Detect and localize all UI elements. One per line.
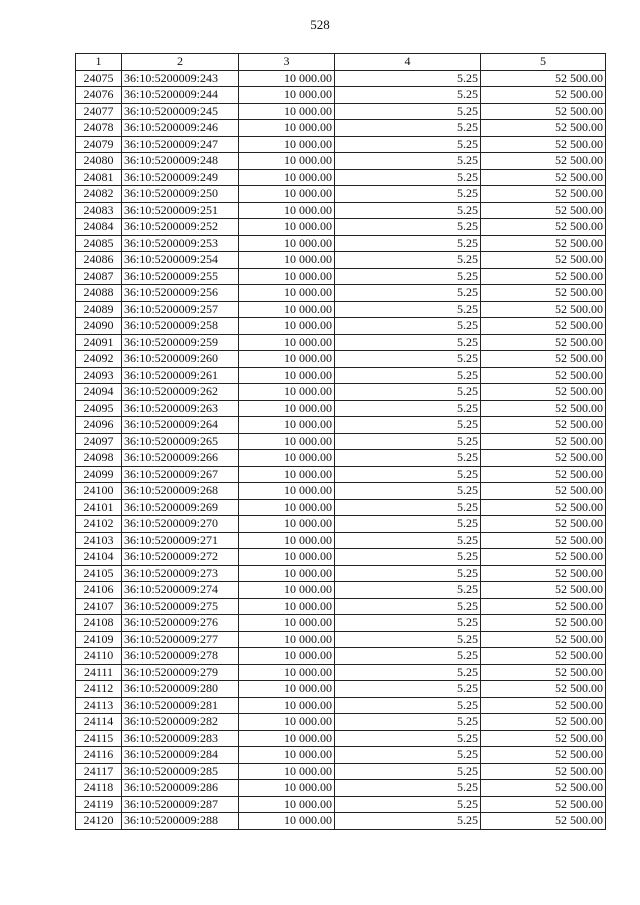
row-number-cell: 24083 <box>76 202 122 219</box>
value-cell: 52 500.00 <box>481 351 606 368</box>
area-cell: 10 000.00 <box>239 450 335 467</box>
cadastral-number-cell: 36:10:5200009:284 <box>122 747 239 764</box>
cadastral-number-cell: 36:10:5200009:287 <box>122 796 239 813</box>
page-number: 528 <box>310 17 330 32</box>
cadastral-number-cell: 36:10:5200009:265 <box>122 433 239 450</box>
value-cell: 52 500.00 <box>481 318 606 335</box>
row-number-cell: 24082 <box>76 186 122 203</box>
rate-cell: 5.25 <box>335 516 481 533</box>
cadastral-number-cell: 36:10:5200009:255 <box>122 268 239 285</box>
area-cell: 10 000.00 <box>239 796 335 813</box>
rate-cell: 5.25 <box>335 268 481 285</box>
value-cell: 52 500.00 <box>481 136 606 153</box>
cadastral-number-cell: 36:10:5200009:258 <box>122 318 239 335</box>
area-cell: 10 000.00 <box>239 219 335 236</box>
value-cell: 52 500.00 <box>481 813 606 830</box>
area-cell: 10 000.00 <box>239 318 335 335</box>
table-row <box>76 268 606 285</box>
value-cell: 52 500.00 <box>481 730 606 747</box>
row-number-cell: 24107 <box>76 598 122 615</box>
cadastral-number-cell: 36:10:5200009:276 <box>122 615 239 632</box>
row-number-cell: 24114 <box>76 714 122 731</box>
area-cell: 10 000.00 <box>239 813 335 830</box>
rate-cell: 5.25 <box>335 285 481 302</box>
table-row <box>76 202 606 219</box>
table-row <box>76 417 606 434</box>
row-number-cell: 24101 <box>76 499 122 516</box>
table-row <box>76 483 606 500</box>
cadastral-number-cell: 36:10:5200009:252 <box>122 219 239 236</box>
rate-cell: 5.25 <box>335 499 481 516</box>
rate-cell: 5.25 <box>335 202 481 219</box>
rate-cell: 5.25 <box>335 351 481 368</box>
area-cell: 10 000.00 <box>239 598 335 615</box>
value-cell: 52 500.00 <box>481 219 606 236</box>
area-cell: 10 000.00 <box>239 169 335 186</box>
cadastral-number-cell: 36:10:5200009:285 <box>122 763 239 780</box>
table-row <box>76 433 606 450</box>
table-row <box>76 664 606 681</box>
row-number-cell: 24103 <box>76 532 122 549</box>
rate-cell: 5.25 <box>335 664 481 681</box>
row-number-cell: 24075 <box>76 70 122 87</box>
value-cell: 52 500.00 <box>481 87 606 104</box>
table-row <box>76 648 606 665</box>
area-cell: 10 000.00 <box>239 615 335 632</box>
row-number-cell: 24080 <box>76 153 122 170</box>
rate-cell: 5.25 <box>335 186 481 203</box>
value-cell: 52 500.00 <box>481 697 606 714</box>
value-cell: 52 500.00 <box>481 367 606 384</box>
column-header-3: 3 <box>239 54 335 71</box>
value-cell: 52 500.00 <box>481 648 606 665</box>
row-number-cell: 24096 <box>76 417 122 434</box>
cadastral-number-cell: 36:10:5200009:273 <box>122 565 239 582</box>
area-cell: 10 000.00 <box>239 648 335 665</box>
table-row <box>76 780 606 797</box>
value-cell: 52 500.00 <box>481 252 606 269</box>
rate-cell: 5.25 <box>335 483 481 500</box>
row-number-cell: 24099 <box>76 466 122 483</box>
cadastral-number-cell: 36:10:5200009:278 <box>122 648 239 665</box>
area-cell: 10 000.00 <box>239 433 335 450</box>
value-cell: 52 500.00 <box>481 120 606 137</box>
table-row <box>76 400 606 417</box>
row-number-cell: 24105 <box>76 565 122 582</box>
cadastral-number-cell: 36:10:5200009:248 <box>122 153 239 170</box>
row-number-cell: 24118 <box>76 780 122 797</box>
row-number-cell: 24104 <box>76 549 122 566</box>
area-cell: 10 000.00 <box>239 153 335 170</box>
area-cell: 10 000.00 <box>239 103 335 120</box>
rate-cell: 5.25 <box>335 648 481 665</box>
area-cell: 10 000.00 <box>239 186 335 203</box>
value-cell: 52 500.00 <box>481 268 606 285</box>
area-cell: 10 000.00 <box>239 351 335 368</box>
cadastral-number-cell: 36:10:5200009:264 <box>122 417 239 434</box>
cadastral-number-cell: 36:10:5200009:251 <box>122 202 239 219</box>
row-number-cell: 24086 <box>76 252 122 269</box>
table-row <box>76 796 606 813</box>
rate-cell: 5.25 <box>335 730 481 747</box>
value-cell: 52 500.00 <box>481 186 606 203</box>
value-cell: 52 500.00 <box>481 433 606 450</box>
row-number-cell: 24109 <box>76 631 122 648</box>
row-number-cell: 24100 <box>76 483 122 500</box>
rate-cell: 5.25 <box>335 87 481 104</box>
value-cell: 52 500.00 <box>481 714 606 731</box>
value-cell: 52 500.00 <box>481 532 606 549</box>
cadastral-number-cell: 36:10:5200009:282 <box>122 714 239 731</box>
rate-cell: 5.25 <box>335 433 481 450</box>
area-cell: 10 000.00 <box>239 499 335 516</box>
rate-cell: 5.25 <box>335 763 481 780</box>
value-cell: 52 500.00 <box>481 450 606 467</box>
table-row <box>76 532 606 549</box>
row-number-cell: 24110 <box>76 648 122 665</box>
table-row <box>76 87 606 104</box>
cadastral-number-cell: 36:10:5200009:263 <box>122 400 239 417</box>
value-cell: 52 500.00 <box>481 565 606 582</box>
table-row <box>76 697 606 714</box>
area-cell: 10 000.00 <box>239 730 335 747</box>
value-cell: 52 500.00 <box>481 384 606 401</box>
rate-cell: 5.25 <box>335 598 481 615</box>
cadastral-number-cell: 36:10:5200009:250 <box>122 186 239 203</box>
rate-cell: 5.25 <box>335 549 481 566</box>
area-cell: 10 000.00 <box>239 301 335 318</box>
table-row <box>76 219 606 236</box>
table-row <box>76 186 606 203</box>
table-row <box>76 235 606 252</box>
table-row <box>76 582 606 599</box>
rate-cell: 5.25 <box>335 252 481 269</box>
rate-cell: 5.25 <box>335 70 481 87</box>
table-row <box>76 516 606 533</box>
table-row <box>76 450 606 467</box>
table-row <box>76 813 606 830</box>
rate-cell: 5.25 <box>335 235 481 252</box>
value-cell: 52 500.00 <box>481 763 606 780</box>
area-cell: 10 000.00 <box>239 549 335 566</box>
value-cell: 52 500.00 <box>481 285 606 302</box>
area-cell: 10 000.00 <box>239 87 335 104</box>
row-number-cell: 24120 <box>76 813 122 830</box>
rate-cell: 5.25 <box>335 565 481 582</box>
area-cell: 10 000.00 <box>239 285 335 302</box>
area-cell: 10 000.00 <box>239 400 335 417</box>
row-number-cell: 24091 <box>76 334 122 351</box>
area-cell: 10 000.00 <box>239 697 335 714</box>
table-row <box>76 334 606 351</box>
value-cell: 52 500.00 <box>481 400 606 417</box>
table-header <box>76 54 606 71</box>
value-cell: 52 500.00 <box>481 334 606 351</box>
rate-cell: 5.25 <box>335 582 481 599</box>
value-cell: 52 500.00 <box>481 664 606 681</box>
value-cell: 52 500.00 <box>481 202 606 219</box>
cadastral-number-cell: 36:10:5200009:271 <box>122 532 239 549</box>
value-cell: 52 500.00 <box>481 235 606 252</box>
row-number-cell: 24076 <box>76 87 122 104</box>
row-number-cell: 24112 <box>76 681 122 698</box>
cadastral-number-cell: 36:10:5200009:260 <box>122 351 239 368</box>
area-cell: 10 000.00 <box>239 367 335 384</box>
table-row <box>76 747 606 764</box>
row-number-cell: 24115 <box>76 730 122 747</box>
rate-cell: 5.25 <box>335 169 481 186</box>
area-cell: 10 000.00 <box>239 384 335 401</box>
cadastral-number-cell: 36:10:5200009:266 <box>122 450 239 467</box>
rate-cell: 5.25 <box>335 780 481 797</box>
value-cell: 52 500.00 <box>481 466 606 483</box>
rate-cell: 5.25 <box>335 450 481 467</box>
cadastral-number-cell: 36:10:5200009:261 <box>122 367 239 384</box>
rate-cell: 5.25 <box>335 417 481 434</box>
rate-cell: 5.25 <box>335 466 481 483</box>
row-number-cell: 24092 <box>76 351 122 368</box>
value-cell: 52 500.00 <box>481 780 606 797</box>
cadastral-number-cell: 36:10:5200009:283 <box>122 730 239 747</box>
rate-cell: 5.25 <box>335 813 481 830</box>
row-number-cell: 24117 <box>76 763 122 780</box>
cadastral-number-cell: 36:10:5200009:249 <box>122 169 239 186</box>
row-number-cell: 24078 <box>76 120 122 137</box>
table-row <box>76 252 606 269</box>
row-number-cell: 24081 <box>76 169 122 186</box>
area-cell: 10 000.00 <box>239 747 335 764</box>
rate-cell: 5.25 <box>335 120 481 137</box>
area-cell: 10 000.00 <box>239 268 335 285</box>
cadastral-number-cell: 36:10:5200009:288 <box>122 813 239 830</box>
value-cell: 52 500.00 <box>481 417 606 434</box>
table-row <box>76 318 606 335</box>
cadastral-number-cell: 36:10:5200009:254 <box>122 252 239 269</box>
rate-cell: 5.25 <box>335 103 481 120</box>
row-number-cell: 24087 <box>76 268 122 285</box>
value-cell: 52 500.00 <box>481 796 606 813</box>
row-number-cell: 24090 <box>76 318 122 335</box>
table-row <box>76 549 606 566</box>
row-number-cell: 24113 <box>76 697 122 714</box>
value-cell: 52 500.00 <box>481 103 606 120</box>
table-row <box>76 565 606 582</box>
area-cell: 10 000.00 <box>239 664 335 681</box>
rate-cell: 5.25 <box>335 301 481 318</box>
area-cell: 10 000.00 <box>239 565 335 582</box>
table-row <box>76 499 606 516</box>
table-row <box>76 384 606 401</box>
rate-cell: 5.25 <box>335 318 481 335</box>
rate-cell: 5.25 <box>335 714 481 731</box>
value-cell: 52 500.00 <box>481 483 606 500</box>
table-row <box>76 598 606 615</box>
row-number-cell: 24084 <box>76 219 122 236</box>
rate-cell: 5.25 <box>335 367 481 384</box>
row-number-cell: 24098 <box>76 450 122 467</box>
row-number-cell: 24079 <box>76 136 122 153</box>
cadastral-number-cell: 36:10:5200009:274 <box>122 582 239 599</box>
table-row <box>76 153 606 170</box>
cadastral-number-cell: 36:10:5200009:280 <box>122 681 239 698</box>
table-row <box>76 681 606 698</box>
area-cell: 10 000.00 <box>239 235 335 252</box>
column-header-1: 1 <box>76 54 122 71</box>
area-cell: 10 000.00 <box>239 70 335 87</box>
value-cell: 52 500.00 <box>481 582 606 599</box>
value-cell: 52 500.00 <box>481 169 606 186</box>
table-row <box>76 136 606 153</box>
cadastral-number-cell: 36:10:5200009:256 <box>122 285 239 302</box>
area-cell: 10 000.00 <box>239 252 335 269</box>
value-cell: 52 500.00 <box>481 70 606 87</box>
table-row <box>76 285 606 302</box>
value-cell: 52 500.00 <box>481 747 606 764</box>
column-header-5: 5 <box>481 54 606 71</box>
cadastral-number-cell: 36:10:5200009:267 <box>122 466 239 483</box>
table-row <box>76 615 606 632</box>
row-number-cell: 24095 <box>76 400 122 417</box>
table-row <box>76 301 606 318</box>
area-cell: 10 000.00 <box>239 334 335 351</box>
row-number-cell: 24116 <box>76 747 122 764</box>
area-cell: 10 000.00 <box>239 582 335 599</box>
row-number-cell: 24102 <box>76 516 122 533</box>
rate-cell: 5.25 <box>335 334 481 351</box>
area-cell: 10 000.00 <box>239 681 335 698</box>
row-number-cell: 24094 <box>76 384 122 401</box>
value-cell: 52 500.00 <box>481 598 606 615</box>
area-cell: 10 000.00 <box>239 483 335 500</box>
rate-cell: 5.25 <box>335 631 481 648</box>
cadastral-number-cell: 36:10:5200009:275 <box>122 598 239 615</box>
table-row <box>76 70 606 87</box>
cadastral-number-cell: 36:10:5200009:286 <box>122 780 239 797</box>
value-cell: 52 500.00 <box>481 153 606 170</box>
row-number-cell: 24119 <box>76 796 122 813</box>
header-row <box>76 54 606 71</box>
area-cell: 10 000.00 <box>239 763 335 780</box>
row-number-cell: 24093 <box>76 367 122 384</box>
cadastral-number-cell: 36:10:5200009:259 <box>122 334 239 351</box>
table-row <box>76 120 606 137</box>
table-row <box>76 367 606 384</box>
row-number-cell: 24088 <box>76 285 122 302</box>
value-cell: 52 500.00 <box>481 499 606 516</box>
rate-cell: 5.25 <box>335 532 481 549</box>
cadastral-number-cell: 36:10:5200009:253 <box>122 235 239 252</box>
table-row <box>76 466 606 483</box>
cadastral-number-cell: 36:10:5200009:279 <box>122 664 239 681</box>
cadastral-number-cell: 36:10:5200009:270 <box>122 516 239 533</box>
table-body <box>76 70 606 829</box>
row-number-cell: 24108 <box>76 615 122 632</box>
column-header-2: 2 <box>122 54 239 71</box>
rate-cell: 5.25 <box>335 384 481 401</box>
table-row <box>76 631 606 648</box>
area-cell: 10 000.00 <box>239 631 335 648</box>
cadastral-number-cell: 36:10:5200009:277 <box>122 631 239 648</box>
cadastral-number-cell: 36:10:5200009:272 <box>122 549 239 566</box>
cadastral-number-cell: 36:10:5200009:262 <box>122 384 239 401</box>
cadastral-number-cell: 36:10:5200009:247 <box>122 136 239 153</box>
table-row <box>76 351 606 368</box>
cadastral-number-cell: 36:10:5200009:257 <box>122 301 239 318</box>
area-cell: 10 000.00 <box>239 136 335 153</box>
area-cell: 10 000.00 <box>239 780 335 797</box>
area-cell: 10 000.00 <box>239 466 335 483</box>
cadastral-number-cell: 36:10:5200009:269 <box>122 499 239 516</box>
rate-cell: 5.25 <box>335 219 481 236</box>
rate-cell: 5.25 <box>335 400 481 417</box>
area-cell: 10 000.00 <box>239 202 335 219</box>
row-number-cell: 24077 <box>76 103 122 120</box>
column-header-4: 4 <box>335 54 481 71</box>
row-number-cell: 24089 <box>76 301 122 318</box>
row-number-cell: 24106 <box>76 582 122 599</box>
rate-cell: 5.25 <box>335 153 481 170</box>
cadastral-number-cell: 36:10:5200009:246 <box>122 120 239 137</box>
row-number-cell: 24097 <box>76 433 122 450</box>
value-cell: 52 500.00 <box>481 301 606 318</box>
area-cell: 10 000.00 <box>239 714 335 731</box>
rate-cell: 5.25 <box>335 747 481 764</box>
area-cell: 10 000.00 <box>239 417 335 434</box>
cadastral-number-cell: 36:10:5200009:244 <box>122 87 239 104</box>
table-row <box>76 714 606 731</box>
value-cell: 52 500.00 <box>481 615 606 632</box>
cadastral-number-cell: 36:10:5200009:245 <box>122 103 239 120</box>
data-table <box>75 53 606 830</box>
value-cell: 52 500.00 <box>481 681 606 698</box>
table-row <box>76 103 606 120</box>
row-number-cell: 24111 <box>76 664 122 681</box>
area-cell: 10 000.00 <box>239 516 335 533</box>
table-row <box>76 730 606 747</box>
row-number-cell: 24085 <box>76 235 122 252</box>
value-cell: 52 500.00 <box>481 631 606 648</box>
cadastral-number-cell: 36:10:5200009:281 <box>122 697 239 714</box>
rate-cell: 5.25 <box>335 697 481 714</box>
table-row <box>76 169 606 186</box>
cadastral-number-cell: 36:10:5200009:243 <box>122 70 239 87</box>
area-cell: 10 000.00 <box>239 532 335 549</box>
rate-cell: 5.25 <box>335 615 481 632</box>
rate-cell: 5.25 <box>335 136 481 153</box>
value-cell: 52 500.00 <box>481 549 606 566</box>
area-cell: 10 000.00 <box>239 120 335 137</box>
cadastral-number-cell: 36:10:5200009:268 <box>122 483 239 500</box>
rate-cell: 5.25 <box>335 796 481 813</box>
table-row <box>76 763 606 780</box>
rate-cell: 5.25 <box>335 681 481 698</box>
value-cell: 52 500.00 <box>481 516 606 533</box>
